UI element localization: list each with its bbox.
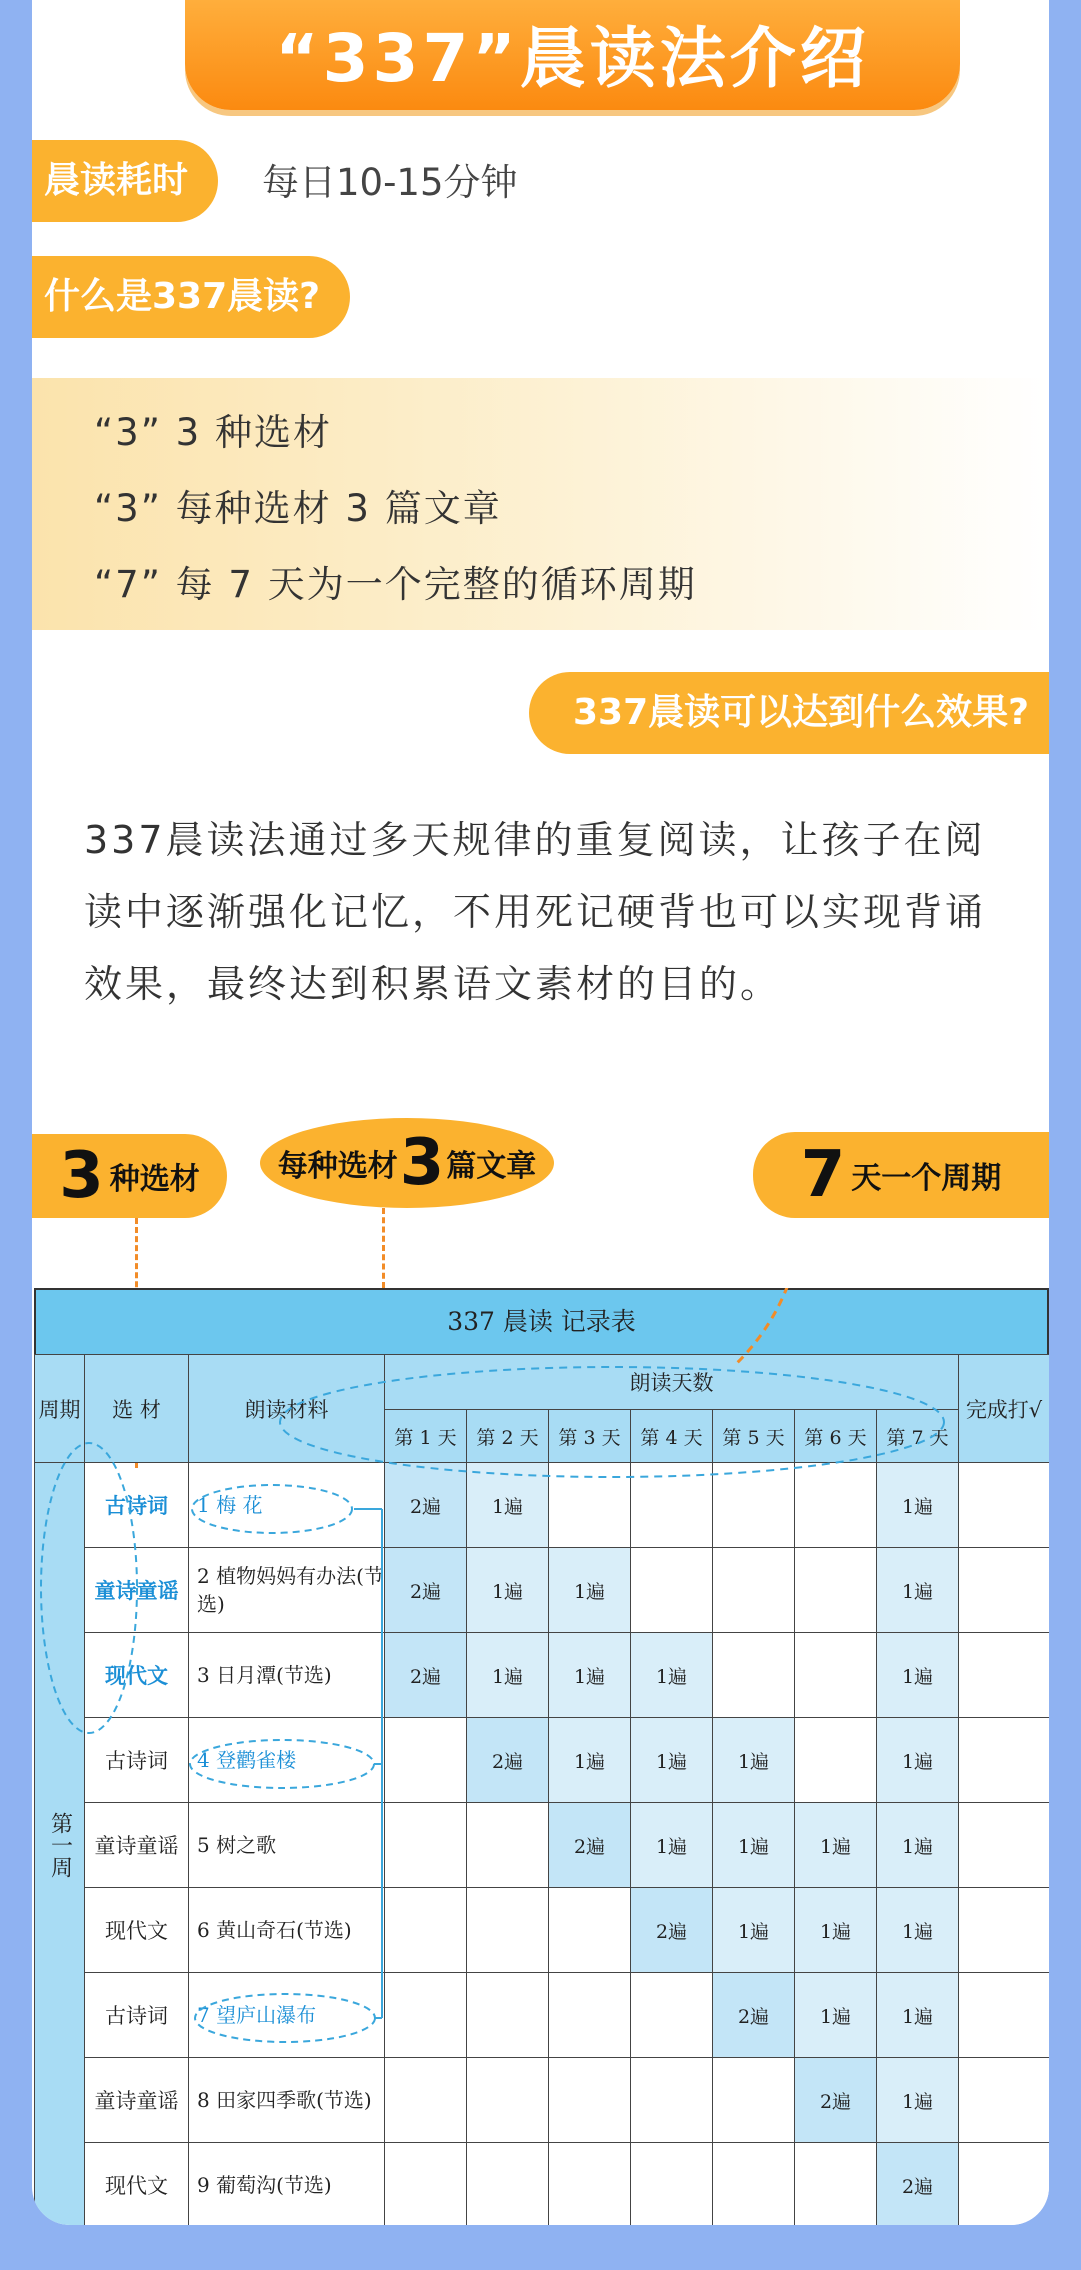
header-day: 第 7 天 <box>877 1410 959 1463</box>
material-cell: 3 日月潭(节选) <box>189 1633 385 1718</box>
week-label: 第一周 <box>35 1463 85 2226</box>
definition-key: “3” <box>94 411 162 454</box>
type-cell: 现代文 <box>85 1633 189 1718</box>
day-cell: 1遍 <box>713 1718 795 1803</box>
done-checkbox-cell[interactable] <box>959 1548 1049 1633</box>
definition-line <box>94 402 332 456</box>
day-cell <box>467 2143 549 2226</box>
record-table <box>34 1288 1049 2225</box>
time-tag: 晨读耗时 <box>32 140 218 222</box>
day-cell: 1遍 <box>877 1888 959 1973</box>
material-cell: 5 树之歌 <box>189 1803 385 1888</box>
material-cell: 4 登鹳雀楼 <box>189 1718 385 1803</box>
done-checkbox-cell[interactable] <box>959 2143 1049 2226</box>
day-cell: 2遍 <box>631 1888 713 1973</box>
callout-number: 3 <box>399 1126 445 1200</box>
definition-text: 每 7 天为一个完整的循环周期 <box>175 563 697 606</box>
day-cell: 2遍 <box>385 1463 467 1548</box>
header-days: 朗读天数 <box>385 1355 959 1410</box>
day-cell: 1遍 <box>877 1718 959 1803</box>
type-cell: 古诗词 <box>85 1718 189 1803</box>
day-cell: 1遍 <box>631 1633 713 1718</box>
day-cell: 1遍 <box>467 1548 549 1633</box>
day-cell: 1遍 <box>631 1718 713 1803</box>
header-done: 完成打√ <box>959 1355 1049 1463</box>
day-cell <box>631 2143 713 2226</box>
day-cell: 2遍 <box>549 1803 631 1888</box>
day-cell: 1遍 <box>549 1548 631 1633</box>
type-cell: 现代文 <box>85 1888 189 1973</box>
day-cell <box>713 2143 795 2226</box>
day-cell <box>795 1463 877 1548</box>
day-cell: 2遍 <box>385 1633 467 1718</box>
day-cell <box>631 1548 713 1633</box>
material-cell: 6 黄山奇石(节选) <box>189 1888 385 1973</box>
done-checkbox-cell[interactable] <box>959 1633 1049 1718</box>
day-cell <box>713 1633 795 1718</box>
header-day: 第 5 天 <box>713 1410 795 1463</box>
day-cell <box>385 1973 467 2058</box>
material-cell: 2 植物妈妈有办法(节选) <box>189 1548 385 1633</box>
definition-key: “7” <box>94 563 162 606</box>
page-title: “337”晨读法介绍 <box>185 0 960 110</box>
table-title: 337 晨读 记录表 <box>34 1288 1049 1354</box>
day-cell <box>713 1463 795 1548</box>
type-cell: 现代文 <box>85 2143 189 2226</box>
material-cell: 1 梅 花 <box>189 1463 385 1548</box>
table-row <box>35 1718 1050 1803</box>
day-cell <box>549 2058 631 2143</box>
definition-line <box>94 478 502 532</box>
day-cell: 1遍 <box>795 1803 877 1888</box>
day-cell <box>549 1463 631 1548</box>
header-period: 周期 <box>35 1355 85 1463</box>
intro-card <box>32 0 1049 2225</box>
day-cell <box>795 1548 877 1633</box>
done-checkbox-cell[interactable] <box>959 2058 1049 2143</box>
callout-label: 篇文章 <box>446 1149 537 1184</box>
table-row <box>35 1803 1050 1888</box>
type-cell: 童诗童谣 <box>85 1548 189 1633</box>
day-cell <box>631 1973 713 2058</box>
day-cell <box>713 1548 795 1633</box>
day-cell: 2遍 <box>877 2143 959 2226</box>
day-cell: 1遍 <box>467 1463 549 1548</box>
day-cell <box>467 1803 549 1888</box>
done-checkbox-cell[interactable] <box>959 1718 1049 1803</box>
header-type: 选 材 <box>85 1355 189 1463</box>
callout-number: 3 <box>59 1139 104 1213</box>
callout-label: 种选材 <box>109 1162 200 1197</box>
table-row <box>35 2143 1050 2226</box>
day-cell: 2遍 <box>467 1718 549 1803</box>
table-row <box>35 1633 1050 1718</box>
table-row <box>35 1548 1050 1633</box>
day-cell: 1遍 <box>877 1633 959 1718</box>
callout-types <box>32 1134 227 1218</box>
day-cell <box>549 1973 631 2058</box>
header-day: 第 6 天 <box>795 1410 877 1463</box>
day-cell: 1遍 <box>877 1463 959 1548</box>
material-cell: 9 葡萄沟(节选) <box>189 2143 385 2226</box>
definition-key: “3” <box>94 487 162 530</box>
effect-paragraph: 337晨读法通过多天规律的重复阅读，让孩子在阅读中逐渐强化记忆，不用死记硬背也可以实现背诵效果，最终达到积累语文素材的目的。 <box>84 818 987 1006</box>
definition-line <box>94 554 697 608</box>
definition-text: 每种选材 3 篇文章 <box>175 487 502 530</box>
day-cell: 1遍 <box>713 1803 795 1888</box>
day-cell <box>385 1888 467 1973</box>
day-cell <box>467 2058 549 2143</box>
day-cell: 1遍 <box>877 1803 959 1888</box>
day-cell: 1遍 <box>631 1803 713 1888</box>
callout-number: 7 <box>800 1138 846 1212</box>
day-cell <box>467 1973 549 2058</box>
header-material: 朗读材料 <box>189 1355 385 1463</box>
day-cell: 1遍 <box>795 1973 877 2058</box>
day-cell <box>549 2143 631 2226</box>
connector-line <box>382 1208 385 1288</box>
material-cell: 7 望庐山瀑布 <box>189 1973 385 2058</box>
day-cell: 2遍 <box>795 2058 877 2143</box>
material-cell: 8 田家四季歌(节选) <box>189 2058 385 2143</box>
table-row <box>35 1888 1050 1973</box>
done-checkbox-cell[interactable] <box>959 1888 1049 1973</box>
day-cell: 1遍 <box>467 1633 549 1718</box>
day-cell <box>631 2058 713 2143</box>
effect-tag: 337晨读可以达到什么效果? <box>529 672 1049 754</box>
callout-articles <box>260 1118 554 1208</box>
day-cell: 1遍 <box>549 1718 631 1803</box>
definition-band <box>32 378 1049 630</box>
day-cell: 1遍 <box>795 1888 877 1973</box>
day-cell: 1遍 <box>877 1548 959 1633</box>
day-cell <box>795 2143 877 2226</box>
day-cell: 1遍 <box>713 1888 795 1973</box>
type-cell: 古诗词 <box>85 1463 189 1548</box>
header-day: 第 3 天 <box>549 1410 631 1463</box>
day-cell: 2遍 <box>385 1548 467 1633</box>
done-checkbox-cell[interactable] <box>959 1463 1049 1548</box>
what-tag: 什么是337晨读? <box>32 256 350 338</box>
day-cell <box>549 1888 631 1973</box>
definition-text: 3 种选材 <box>175 411 332 454</box>
done-checkbox-cell[interactable] <box>959 1803 1049 1888</box>
day-cell <box>795 1633 877 1718</box>
day-cell: 1遍 <box>877 1973 959 2058</box>
day-cell <box>385 2143 467 2226</box>
day-cell <box>713 2058 795 2143</box>
time-value: 每日10-15分钟 <box>262 161 518 204</box>
day-cell <box>385 1803 467 1888</box>
header-day: 第 2 天 <box>467 1410 549 1463</box>
table-row <box>35 2058 1050 2143</box>
callout-label: 每种选材 <box>277 1149 398 1184</box>
day-cell <box>467 1888 549 1973</box>
day-cell: 2遍 <box>713 1973 795 2058</box>
day-cell <box>631 1463 713 1548</box>
day-cell <box>385 2058 467 2143</box>
done-checkbox-cell[interactable] <box>959 1973 1049 2058</box>
day-cell: 1遍 <box>877 2058 959 2143</box>
type-cell: 童诗童谣 <box>85 2058 189 2143</box>
table-row <box>35 1973 1050 2058</box>
type-cell: 童诗童谣 <box>85 1803 189 1888</box>
header-day: 第 4 天 <box>631 1410 713 1463</box>
day-cell <box>795 1718 877 1803</box>
callout-cycle <box>753 1132 1049 1218</box>
callout-label: 天一个周期 <box>851 1161 1002 1196</box>
table-row <box>35 1463 1050 1548</box>
day-cell <box>385 1718 467 1803</box>
day-cell: 1遍 <box>549 1633 631 1718</box>
header-day: 第 1 天 <box>385 1410 467 1463</box>
type-cell: 古诗词 <box>85 1973 189 2058</box>
